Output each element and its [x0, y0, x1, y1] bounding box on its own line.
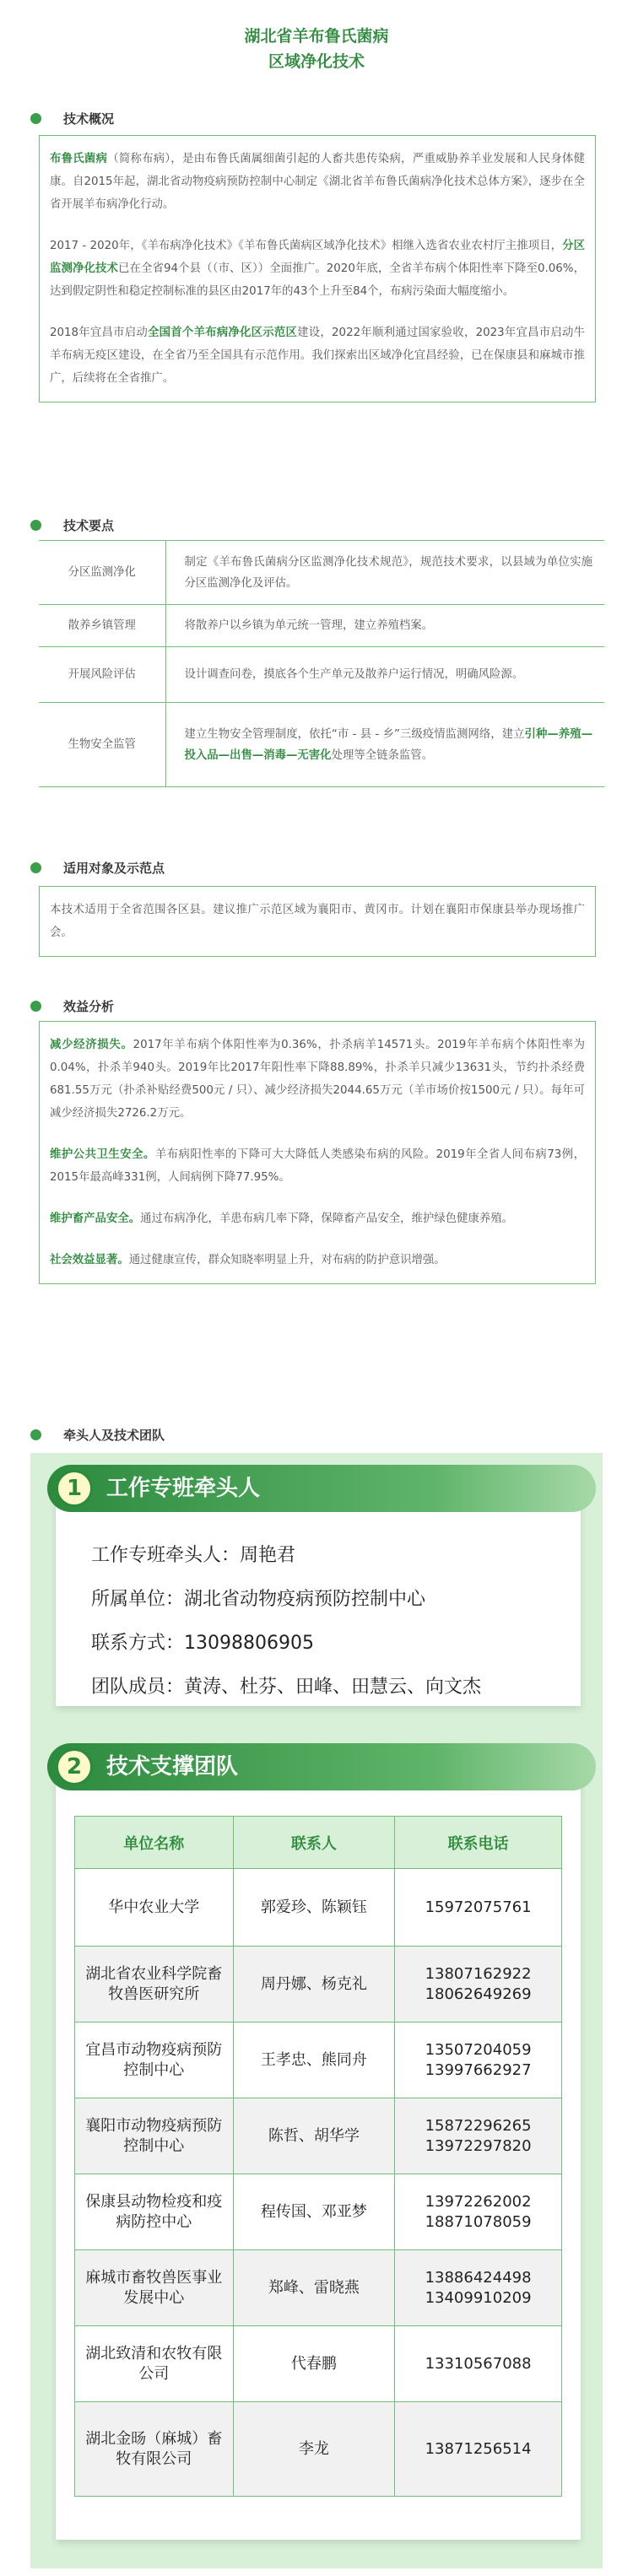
table-row — [75, 1947, 562, 2022]
row-unit: 保康县动物检疫和疫病防控中心 — [75, 2174, 234, 2250]
row-unit: 宜昌市动物疫病预防控制中心 — [75, 2022, 234, 2098]
points-row — [39, 605, 604, 647]
leader-phone-line — [91, 1622, 481, 1666]
point-name: 散养乡镇管理 — [39, 605, 165, 647]
row-phone-2: 13409910209 — [425, 2288, 532, 2307]
point-desc — [165, 703, 604, 787]
table-row — [75, 2402, 562, 2497]
benefit-paragraph-4 — [50, 1249, 585, 1272]
section-dot-icon — [30, 113, 41, 124]
leader-name-line — [91, 1534, 481, 1578]
point-desc: 将散养户以乡镇为单元统一管理，建立养殖档案。 — [165, 605, 604, 647]
row-phone-1: 13886424498 — [425, 2268, 532, 2287]
benefit-highlight-2: 维护公共卫生安全。 — [50, 1148, 155, 1161]
section-dot-icon — [30, 862, 41, 873]
points-row — [39, 647, 604, 703]
benefit-text-3: 通过布病净化，羊患布病几率下降，保障畜产品安全，维护绿色健康养殖。 — [140, 1212, 514, 1225]
leader-band-title: 工作专班牵头人 — [106, 1476, 261, 1501]
row-phone — [395, 2022, 562, 2098]
leader-members-label: 团队成员： — [91, 1677, 185, 1698]
section-overview-title: 技术概况 — [63, 111, 115, 127]
row-phone-1: 13507204059 — [425, 2040, 532, 2059]
points-table — [39, 540, 604, 787]
point-desc: 设计调查问卷，摸底各个生产单元及散养户运行情况，明确风险源。 — [165, 647, 604, 703]
support-band — [47, 1743, 596, 1790]
support-number-badge: 2 — [56, 1748, 93, 1785]
row-contact: 李龙 — [233, 2402, 395, 2497]
overview-highlight-3: 全国首个羊布病净化区示范区 — [148, 327, 298, 339]
point-desc-a: 建立生物安全管理制度，依托“市 - 县 - 乡”三级疫情监测网络，建立 — [184, 727, 525, 741]
section-dot-icon — [30, 1001, 41, 1012]
table-row — [75, 2250, 562, 2326]
row-contact: 王孝忠、熊同舟 — [233, 2022, 395, 2098]
row-phone-1: 13972262002 — [425, 2192, 532, 2211]
point-desc-b: 处理等全链条监管。 — [331, 748, 434, 762]
row-phone — [395, 1947, 562, 2022]
point-desc: 制定《羊布鲁氏菌病分区监测净化技术规范》，规范技术要求，以县域为单位实施分区监测净化及评估。 — [165, 541, 604, 605]
section-team-title: 牵头人及技术团队 — [63, 1428, 165, 1443]
support-band-title: 技术支撑团队 — [106, 1754, 239, 1779]
point-name: 分区监测净化 — [39, 541, 165, 605]
section-dot-icon — [30, 1429, 41, 1440]
row-phone-1: 13871256514 — [425, 2439, 532, 2458]
overview-text-2b: 已在全省94个县（（市、区））全面推广。2020年底，全省羊布病个体阳性率下降至0.06%，达到假定阴性和稳定控制标准的县区由2017年的43个上升至84个，布病污染面大幅度缩小。 — [50, 262, 586, 298]
section-benefit-header — [30, 997, 114, 1015]
leader-name: 周艳君 — [240, 1545, 296, 1566]
benefit-highlight-1: 减少经济损失。 — [50, 1039, 133, 1051]
overview-text-2a: 2017 - 2020年，《羊布病净化技术》《羊布鲁氏菌病区域净化技术》相继入选省农业农村厅主推项目， — [50, 240, 563, 252]
leader-unit-label: 所属单位： — [91, 1589, 185, 1610]
title-line-1: 湖北省羊布鲁氏菌病 — [244, 27, 389, 46]
overview-text-3b: 建设，2022年顺利通过国家验收，2023年宜昌市启动牛羊布病无疫区建设，在全省乃至全国具有示范作用。我们探索出区域净化宜昌经验，已在保康县和麻城市推广，后续将在全省推广。 — [50, 327, 586, 385]
row-phone-2: 18871078059 — [425, 2212, 532, 2231]
benefit-highlight-4: 社会效益显著。 — [50, 1254, 129, 1266]
table-row — [75, 2022, 562, 2098]
benefit-paragraph-1 — [50, 1034, 585, 1125]
table-row — [75, 2326, 562, 2402]
row-phone-1: 13807162922 — [425, 1964, 532, 1983]
row-phone-2: 13972297820 — [425, 2136, 532, 2155]
overview-text-3a: 2018年宜昌市启动 — [50, 327, 149, 339]
overview-paragraph-2 — [50, 235, 585, 303]
row-phone-1: 15972075761 — [425, 1898, 532, 1916]
section-benefit-title: 效益分析 — [63, 999, 115, 1014]
points-row — [39, 541, 604, 605]
benefit-text-4: 通过健康宣传，群众知晓率明显上升，对布病的防护意识增强。 — [128, 1254, 446, 1266]
leader-info — [91, 1534, 481, 1709]
row-contact: 郭爱珍、陈颖钰 — [233, 1869, 395, 1947]
overview-box — [39, 135, 596, 402]
scope-box — [39, 886, 596, 957]
row-phone — [395, 2326, 562, 2402]
row-contact: 郑峰、雷晓燕 — [233, 2250, 395, 2326]
table-row — [75, 1869, 562, 1947]
section-scope-title: 适用对象及示范点 — [63, 861, 165, 876]
row-unit: 湖北金旸（麻城）畜牧有限公司 — [75, 2402, 234, 2497]
section-points-header — [30, 516, 114, 534]
section-points-title: 技术要点 — [63, 518, 115, 533]
overview-paragraph-1 — [50, 148, 585, 216]
leader-phone-label: 联系方式： — [91, 1633, 185, 1654]
section-scope-header — [30, 859, 165, 877]
leader-members-line — [91, 1666, 481, 1709]
row-phone-2: 18062649269 — [425, 1985, 532, 2003]
section-team-header — [30, 1426, 165, 1444]
benefit-highlight-3: 维护畜产品安全。 — [50, 1212, 141, 1225]
row-phone — [395, 2174, 562, 2250]
section-dot-icon — [30, 520, 41, 531]
scope-text: 本技术适用于全省范围各区县。建议推广示范区域为襄阳市、黄冈市。计划在襄阳市保康县举办现场推广会。 — [50, 904, 585, 939]
section-overview-header — [30, 110, 114, 127]
row-contact: 程传国、邓亚梦 — [233, 2174, 395, 2250]
overview-paragraph-3 — [50, 321, 585, 390]
support-table-header — [75, 1817, 562, 1869]
header-contact: 联系人 — [233, 1817, 395, 1869]
benefit-paragraph-3 — [50, 1207, 585, 1230]
point-name: 生物安全监管 — [39, 703, 165, 787]
row-unit: 襄阳市动物疫病预防控制中心 — [75, 2098, 234, 2174]
table-row — [75, 2098, 562, 2174]
header-unit: 单位名称 — [75, 1817, 234, 1869]
leader-band — [47, 1465, 596, 1512]
row-phone-2: 13997662927 — [425, 2060, 532, 2079]
leader-unit-line — [91, 1578, 481, 1622]
row-phone — [395, 2250, 562, 2326]
title-line-2: 区域净化技术 — [268, 52, 365, 71]
overview-text-1: （简称布病），是由布鲁氏菌属细菌引起的人畜共患传染病，严重威胁养羊业发展和人民身体健康。自2015年起，湖北省动物疫病预防控制中心制定《湖北省羊布鲁氏菌病净化技术总体方案》，逐步在全省开展羊布病净化行动。 — [50, 153, 586, 211]
leader-unit: 湖北省动物疫病预防控制中心 — [184, 1589, 426, 1610]
point-desc-highlight: 引种—养殖—投入品—出售—消毒—无害化 — [184, 727, 593, 762]
header-phone: 联系电话 — [395, 1817, 562, 1869]
row-unit: 华中农业大学 — [75, 1869, 234, 1947]
page-title — [0, 0, 633, 74]
point-name: 开展风险评估 — [39, 647, 165, 703]
support-table — [74, 1816, 562, 2497]
points-row — [39, 703, 604, 787]
row-contact: 周丹娜、杨克礼 — [233, 1947, 395, 2022]
table-row — [75, 2174, 562, 2250]
overview-highlight-1: 布鲁氏菌病 — [50, 153, 108, 165]
leader-name-label: 工作专班牵头人： — [91, 1545, 241, 1566]
row-contact: 代春鹏 — [233, 2326, 395, 2402]
row-phone-1: 15872296265 — [425, 2116, 532, 2135]
row-phone — [395, 1869, 562, 1947]
row-unit: 麻城市畜牧兽医事业发展中心 — [75, 2250, 234, 2326]
benefit-text-1: 2017年羊布病个体阳性率为0.36%，扑杀病羊14571头。2019年羊布病个体阳性率为0.04%，扑杀羊940头。2019年比2017年阳性率下降88.89%，扑杀羊只减少13631头，节约扑杀经费681.55万元（扑杀补贴经费500元 / 只）、减少经济损失2044.65万元（羊市场价按1500元 / 只）。每年可减少经济损失2726.2万元。 — [50, 1039, 585, 1120]
overview-highlight-2: 分区监测净化技术 — [50, 240, 586, 275]
row-contact: 陈哲、胡华学 — [233, 2098, 395, 2174]
row-unit: 湖北省农业科学院畜牧兽医研究所 — [75, 1947, 234, 2022]
benefit-paragraph-2 — [50, 1143, 585, 1189]
benefit-text-2: 羊布病阳性率的下降可大大降低人类感染布病的风险。2019年全省人间布病73例，2015年最高峰331例，人间病例下降77.95%。 — [50, 1148, 586, 1184]
row-phone — [395, 2402, 562, 2497]
row-phone — [395, 2098, 562, 2174]
leader-members: 黄涛、杜芬、田峰、田慧云、向文杰 — [184, 1677, 482, 1698]
leader-number-badge: 1 — [56, 1470, 93, 1507]
row-unit: 湖北致清和农牧有限公司 — [75, 2326, 234, 2402]
leader-phone: 13098806905 — [184, 1633, 314, 1654]
benefit-box — [39, 1021, 596, 1284]
row-phone-1: 13310567088 — [425, 2354, 532, 2373]
